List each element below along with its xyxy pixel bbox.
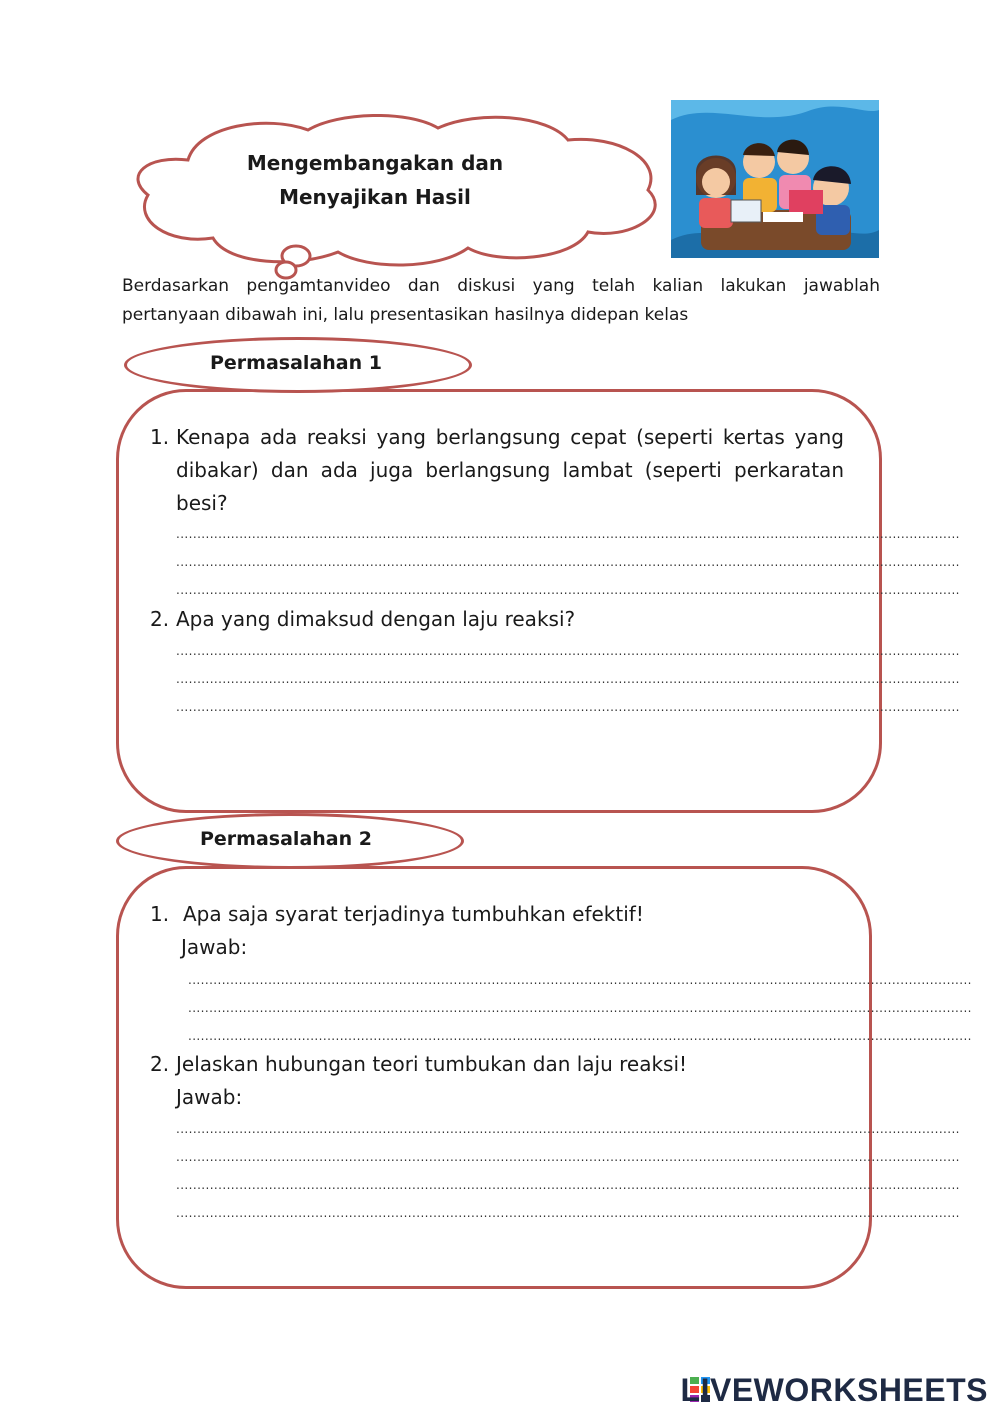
question-1-1 xyxy=(150,421,850,521)
question-number: 1. xyxy=(150,902,170,926)
intro-paragraph: Berdasarkan pengamtanvideo dan diskusi yang telah kalian lakukan jawablah pertanyaan dibawah ini, lalu presentasikan hasilnya didepan kelas xyxy=(122,276,880,325)
answer-line[interactable]: .......................................................................................................................................................................................... xyxy=(176,644,960,658)
answer-line[interactable]: .......................................................................................................................................................................................... xyxy=(176,555,960,569)
question-number: 1. xyxy=(150,425,170,449)
answer-line[interactable]: .......................................................................................................................................................................................... xyxy=(176,672,960,686)
section-2-label: Permasalahan 2 xyxy=(200,828,372,850)
question-number: 2. xyxy=(150,607,170,631)
question-text: Jelaskan hubungan teori tumbukan dan laju reaksi! xyxy=(176,1052,688,1076)
title-line-1: Mengembangakan dan xyxy=(246,151,504,175)
answer-line[interactable]: .......................................................................................................................................................................................... xyxy=(176,1206,960,1220)
question-text: Kenapa ada reaksi yang berlangsung cepat (seperti kertas yang dibakar) dan ada juga berlangsung lambat (seperti perkaratan besi? xyxy=(176,425,844,515)
answer-line[interactable]: .......................................................................................................................................................................................... xyxy=(176,1122,960,1136)
title-line-2: Menyajikan Hasil xyxy=(279,185,471,209)
question-text: Apa saja syarat terjadinya tumbuhkan efektif! xyxy=(183,902,644,926)
question-1-2 xyxy=(150,603,850,637)
section-1-label: Permasalahan 1 xyxy=(210,352,382,374)
answer-line[interactable]: .......................................................................................................................................................................................... xyxy=(176,1178,960,1192)
answer-line[interactable]: .......................................................................................................................................................................................... xyxy=(176,1150,960,1164)
answer-line[interactable]: .......................................................................................................................................................................................... xyxy=(188,973,972,987)
question-2-2 xyxy=(150,1048,850,1082)
question-2-1 xyxy=(150,898,850,932)
answer-label: Jawab: xyxy=(176,1085,243,1109)
answer-label: Jawab: xyxy=(181,935,248,959)
answer-line[interactable]: .......................................................................................................................................................................................... xyxy=(188,1001,972,1015)
answer-line[interactable]: .......................................................................................................................................................................................... xyxy=(176,700,960,714)
liveworksheets-brand[interactable]: LIVEWORKSHEETS xyxy=(680,1372,988,1408)
page-title xyxy=(200,146,550,214)
answer-line[interactable]: .......................................................................................................................................................................................... xyxy=(176,527,960,541)
answer-line[interactable]: .......................................................................................................................................................................................... xyxy=(176,583,960,597)
question-number: 2. xyxy=(150,1052,170,1076)
students-illustration xyxy=(671,100,879,258)
answer-line[interactable]: .......................................................................................................................................................................................... xyxy=(188,1029,972,1043)
question-text: Apa yang dimaksud dengan laju reaksi? xyxy=(176,607,576,631)
